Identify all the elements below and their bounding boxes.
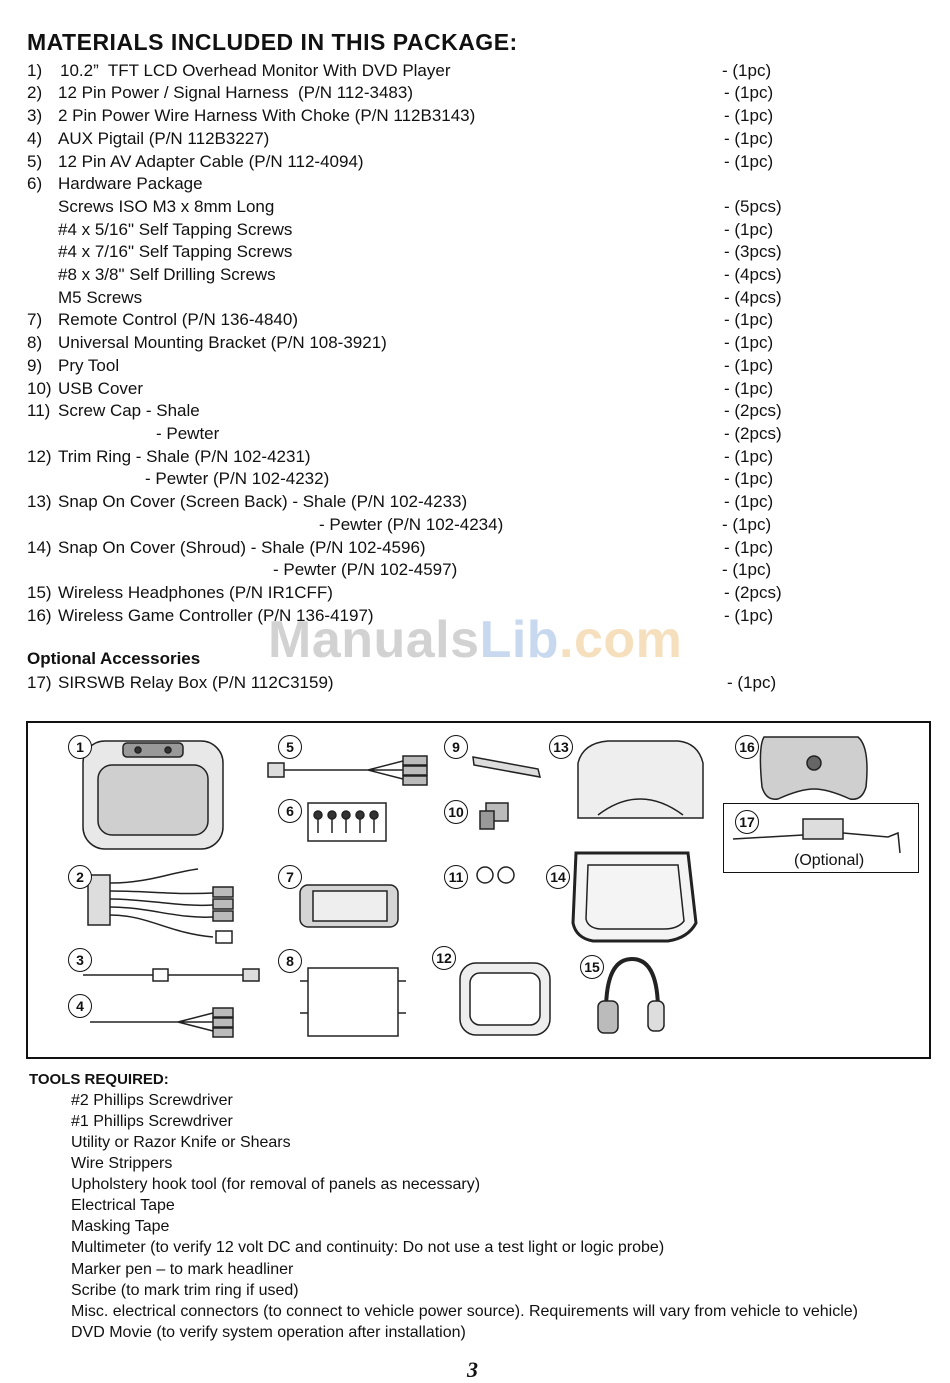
tool-item: Masking Tape bbox=[71, 1218, 170, 1235]
item-number: 6) bbox=[27, 174, 43, 193]
parts-drawing bbox=[28, 723, 929, 1057]
av-adapter-cable-illustration bbox=[268, 756, 427, 785]
item-quantity: - (1pc) bbox=[724, 83, 774, 102]
item-description: Screws ISO M3 x 8mm Long bbox=[58, 197, 275, 216]
item-description: Trim Ring - Shale (P/N 102-4231) bbox=[58, 447, 311, 466]
mounting-bracket-illustration bbox=[300, 968, 406, 1036]
figure-label-16: 16 bbox=[735, 735, 759, 759]
item-description: 2 Pin Power Wire Harness With Choke (P/N 112B3143) bbox=[58, 106, 476, 125]
list-item bbox=[0, 264, 950, 287]
list-item bbox=[0, 559, 950, 582]
tool-item: Upholstery hook tool (for removal of panels as necessary) bbox=[71, 1176, 481, 1193]
item-description: Universal Mounting Bracket (P/N 108-3921) bbox=[58, 333, 387, 352]
item-description: M5 Screws bbox=[58, 288, 143, 307]
tool-item: DVD Movie (to verify system operation after installation) bbox=[71, 1324, 466, 1341]
figure-label-5: 5 bbox=[278, 735, 302, 759]
hardware-package-illustration bbox=[308, 803, 386, 841]
item-quantity: - (1pc) bbox=[724, 152, 774, 171]
figure-label-10: 10 bbox=[444, 800, 468, 824]
list-item bbox=[0, 446, 950, 469]
tool-item: Utility or Razor Knife or Shears bbox=[71, 1134, 291, 1151]
list-item bbox=[0, 151, 950, 174]
optional-relay-box-frame bbox=[723, 803, 919, 873]
usb-cover-illustration bbox=[480, 803, 508, 829]
item-description: 12 Pin AV Adapter Cable (P/N 112-4094) bbox=[58, 152, 364, 171]
figure-label-9: 9 bbox=[444, 735, 468, 759]
item-quantity: - (4pcs) bbox=[724, 265, 782, 284]
item-description: Pry Tool bbox=[58, 356, 120, 375]
item-description: Remote Control (P/N 136-4840) bbox=[58, 310, 299, 329]
list-item bbox=[0, 219, 950, 242]
item-description: Screw Cap - Shale bbox=[58, 401, 200, 420]
page-title: MATERIALS INCLUDED IN THIS PACKAGE: bbox=[27, 29, 518, 55]
list-item bbox=[0, 332, 950, 355]
item-description: AUX Pigtail (P/N 112B3227) bbox=[58, 129, 270, 148]
item-description: #8 x 3/8" Self Drilling Screws bbox=[58, 265, 276, 284]
list-item bbox=[0, 105, 950, 128]
list-item bbox=[0, 378, 950, 401]
item-description: 10.2” TFT LCD Overhead Monitor With DVD Player bbox=[60, 61, 451, 80]
pry-tool-illustration bbox=[473, 757, 540, 777]
tools-required-heading: TOOLS REQUIRED: bbox=[29, 1071, 169, 1088]
figure-label-15: 15 bbox=[580, 955, 604, 979]
item-quantity: - (1pc) bbox=[724, 356, 774, 375]
item-description: Snap On Cover (Screen Back) - Shale (P/N 102-4233) bbox=[58, 492, 468, 511]
list-item bbox=[0, 423, 950, 446]
list-item bbox=[0, 128, 950, 151]
monitor-illustration bbox=[83, 741, 223, 849]
list-item bbox=[0, 60, 950, 83]
power-wire-harness-illustration bbox=[83, 969, 259, 981]
power-signal-harness-illustration bbox=[88, 869, 233, 943]
item-number: 9) bbox=[27, 356, 43, 375]
tool-item: Multimeter (to verify 12 volt DC and continuity: Do not use a test light or logic probe) bbox=[71, 1239, 665, 1256]
figure-label-8: 8 bbox=[278, 949, 302, 973]
item-number: 7) bbox=[27, 310, 43, 329]
item-description: USB Cover bbox=[58, 379, 144, 398]
snap-on-cover-shroud-illustration bbox=[573, 853, 696, 941]
figure-label-3: 3 bbox=[68, 948, 92, 972]
figure-label-14: 14 bbox=[546, 865, 570, 889]
item-description: #4 x 5/16" Self Tapping Screws bbox=[58, 220, 293, 239]
item-quantity: - (1pc) bbox=[724, 469, 774, 488]
item-quantity: - (1pc) bbox=[724, 538, 774, 557]
list-item bbox=[0, 241, 950, 264]
list-item bbox=[0, 537, 950, 560]
item-quantity: - (1pc) bbox=[724, 106, 774, 125]
watermark-part-3: .com bbox=[559, 611, 683, 669]
item-number: 1) bbox=[27, 61, 43, 80]
watermark-part-2: Lib bbox=[479, 611, 560, 669]
item-description: Wireless Headphones (P/N IR1CFF) bbox=[58, 583, 333, 602]
item-quantity: - (1pc) bbox=[724, 492, 774, 511]
item-description: SIRSWB Relay Box (P/N 112C3159) bbox=[58, 673, 334, 692]
item-number: 11) bbox=[27, 401, 51, 420]
figure-label-6: 6 bbox=[278, 799, 302, 823]
item-number: 15) bbox=[27, 583, 52, 602]
figure-label-2: 2 bbox=[68, 865, 92, 889]
item-description: - Pewter (P/N 102-4597) bbox=[273, 560, 458, 579]
item-quantity: - (1pc) bbox=[722, 515, 772, 534]
list-item bbox=[0, 196, 950, 219]
watermark-part-1: Manuals bbox=[268, 611, 480, 669]
page-number: 3 bbox=[467, 1357, 478, 1382]
parts-illustration bbox=[26, 721, 931, 1059]
list-item bbox=[0, 173, 950, 196]
item-description: 12 Pin Power / Signal Harness (P/N 112-3483) bbox=[58, 83, 413, 102]
item-number: 4) bbox=[27, 129, 43, 148]
aux-pigtail-illustration bbox=[90, 1008, 233, 1037]
figure-label-7: 7 bbox=[278, 865, 302, 889]
item-number: 10) bbox=[27, 379, 52, 398]
figure-label-17: 17 bbox=[735, 810, 759, 834]
list-item bbox=[0, 355, 950, 378]
item-description: - Pewter bbox=[156, 424, 220, 443]
item-quantity: - (1pc) bbox=[724, 310, 774, 329]
trim-ring-illustration bbox=[460, 963, 550, 1035]
item-quantity: - (1pc) bbox=[724, 129, 774, 148]
item-number: 17) bbox=[27, 673, 52, 692]
item-quantity: - (1pc) bbox=[722, 560, 772, 579]
item-number: 12) bbox=[27, 447, 52, 466]
remote-control-illustration bbox=[300, 885, 398, 927]
item-description: Snap On Cover (Shroud) - Shale (P/N 102-4596) bbox=[58, 538, 426, 557]
tool-item: Scribe (to mark trim ring if used) bbox=[71, 1282, 299, 1299]
item-quantity: - (3pcs) bbox=[724, 242, 782, 261]
item-quantity: - (2pcs) bbox=[724, 424, 782, 443]
item-quantity: - (1pc) bbox=[727, 673, 777, 692]
item-quantity: - (1pc) bbox=[724, 220, 774, 239]
item-quantity: - (2pcs) bbox=[724, 583, 782, 602]
item-quantity: - (2pcs) bbox=[724, 401, 782, 420]
list-item bbox=[0, 582, 950, 605]
item-number: 13) bbox=[27, 492, 52, 511]
snap-on-cover-screen-back-illustration bbox=[578, 741, 703, 818]
tool-item: Misc. electrical connectors (to connect to vehicle power source). Requirements will vary from vehicle to vehicle) bbox=[71, 1303, 858, 1320]
figure-label-13: 13 bbox=[549, 735, 573, 759]
tool-item: #1 Phillips Screwdriver bbox=[71, 1113, 233, 1130]
screw-caps-illustration bbox=[477, 867, 514, 883]
tool-item: Electrical Tape bbox=[71, 1197, 175, 1214]
optional-accessories-heading: Optional Accessories bbox=[27, 649, 201, 668]
figure-label-11: 11 bbox=[444, 865, 468, 889]
item-quantity: - (1pc) bbox=[724, 333, 774, 352]
item-number: 14) bbox=[27, 538, 52, 557]
item-quantity: - (5pcs) bbox=[724, 197, 782, 216]
tool-item: #2 Phillips Screwdriver bbox=[71, 1092, 233, 1109]
list-item bbox=[0, 309, 950, 332]
wireless-headphones-illustration bbox=[598, 959, 664, 1033]
manualslib-watermark bbox=[268, 610, 682, 670]
item-description: Hardware Package bbox=[58, 174, 203, 193]
list-item bbox=[0, 672, 950, 695]
item-quantity: - (1pc) bbox=[724, 379, 774, 398]
item-description: #4 x 7/16" Self Tapping Screws bbox=[58, 242, 293, 261]
item-number: 2) bbox=[27, 83, 43, 102]
list-item bbox=[0, 468, 950, 491]
optional-label: (Optional) bbox=[794, 852, 865, 869]
item-description: Wireless Game Controller (P/N 136-4197) bbox=[58, 606, 374, 625]
list-item bbox=[0, 287, 950, 310]
item-number: 3) bbox=[27, 106, 43, 125]
wireless-game-controller-illustration bbox=[760, 737, 867, 799]
item-number: 8) bbox=[27, 333, 43, 352]
list-item bbox=[0, 400, 950, 423]
item-number: 5) bbox=[27, 152, 43, 171]
item-quantity: - (1pc) bbox=[724, 447, 774, 466]
item-quantity: - (1pc) bbox=[722, 61, 772, 80]
list-item bbox=[0, 491, 950, 514]
tool-item: Marker pen – to mark headliner bbox=[71, 1261, 294, 1278]
item-quantity: - (4pcs) bbox=[724, 288, 782, 307]
figure-label-1: 1 bbox=[68, 735, 92, 759]
figure-label-4: 4 bbox=[68, 994, 92, 1018]
figure-label-12: 12 bbox=[432, 946, 456, 970]
list-item bbox=[0, 82, 950, 105]
item-number: 16) bbox=[27, 606, 52, 625]
tool-item: Wire Strippers bbox=[71, 1155, 173, 1172]
item-description: - Pewter (P/N 102-4232) bbox=[145, 469, 330, 488]
item-description: - Pewter (P/N 102-4234) bbox=[319, 515, 504, 534]
item-quantity: - (1pc) bbox=[724, 606, 774, 625]
list-item bbox=[0, 514, 950, 537]
